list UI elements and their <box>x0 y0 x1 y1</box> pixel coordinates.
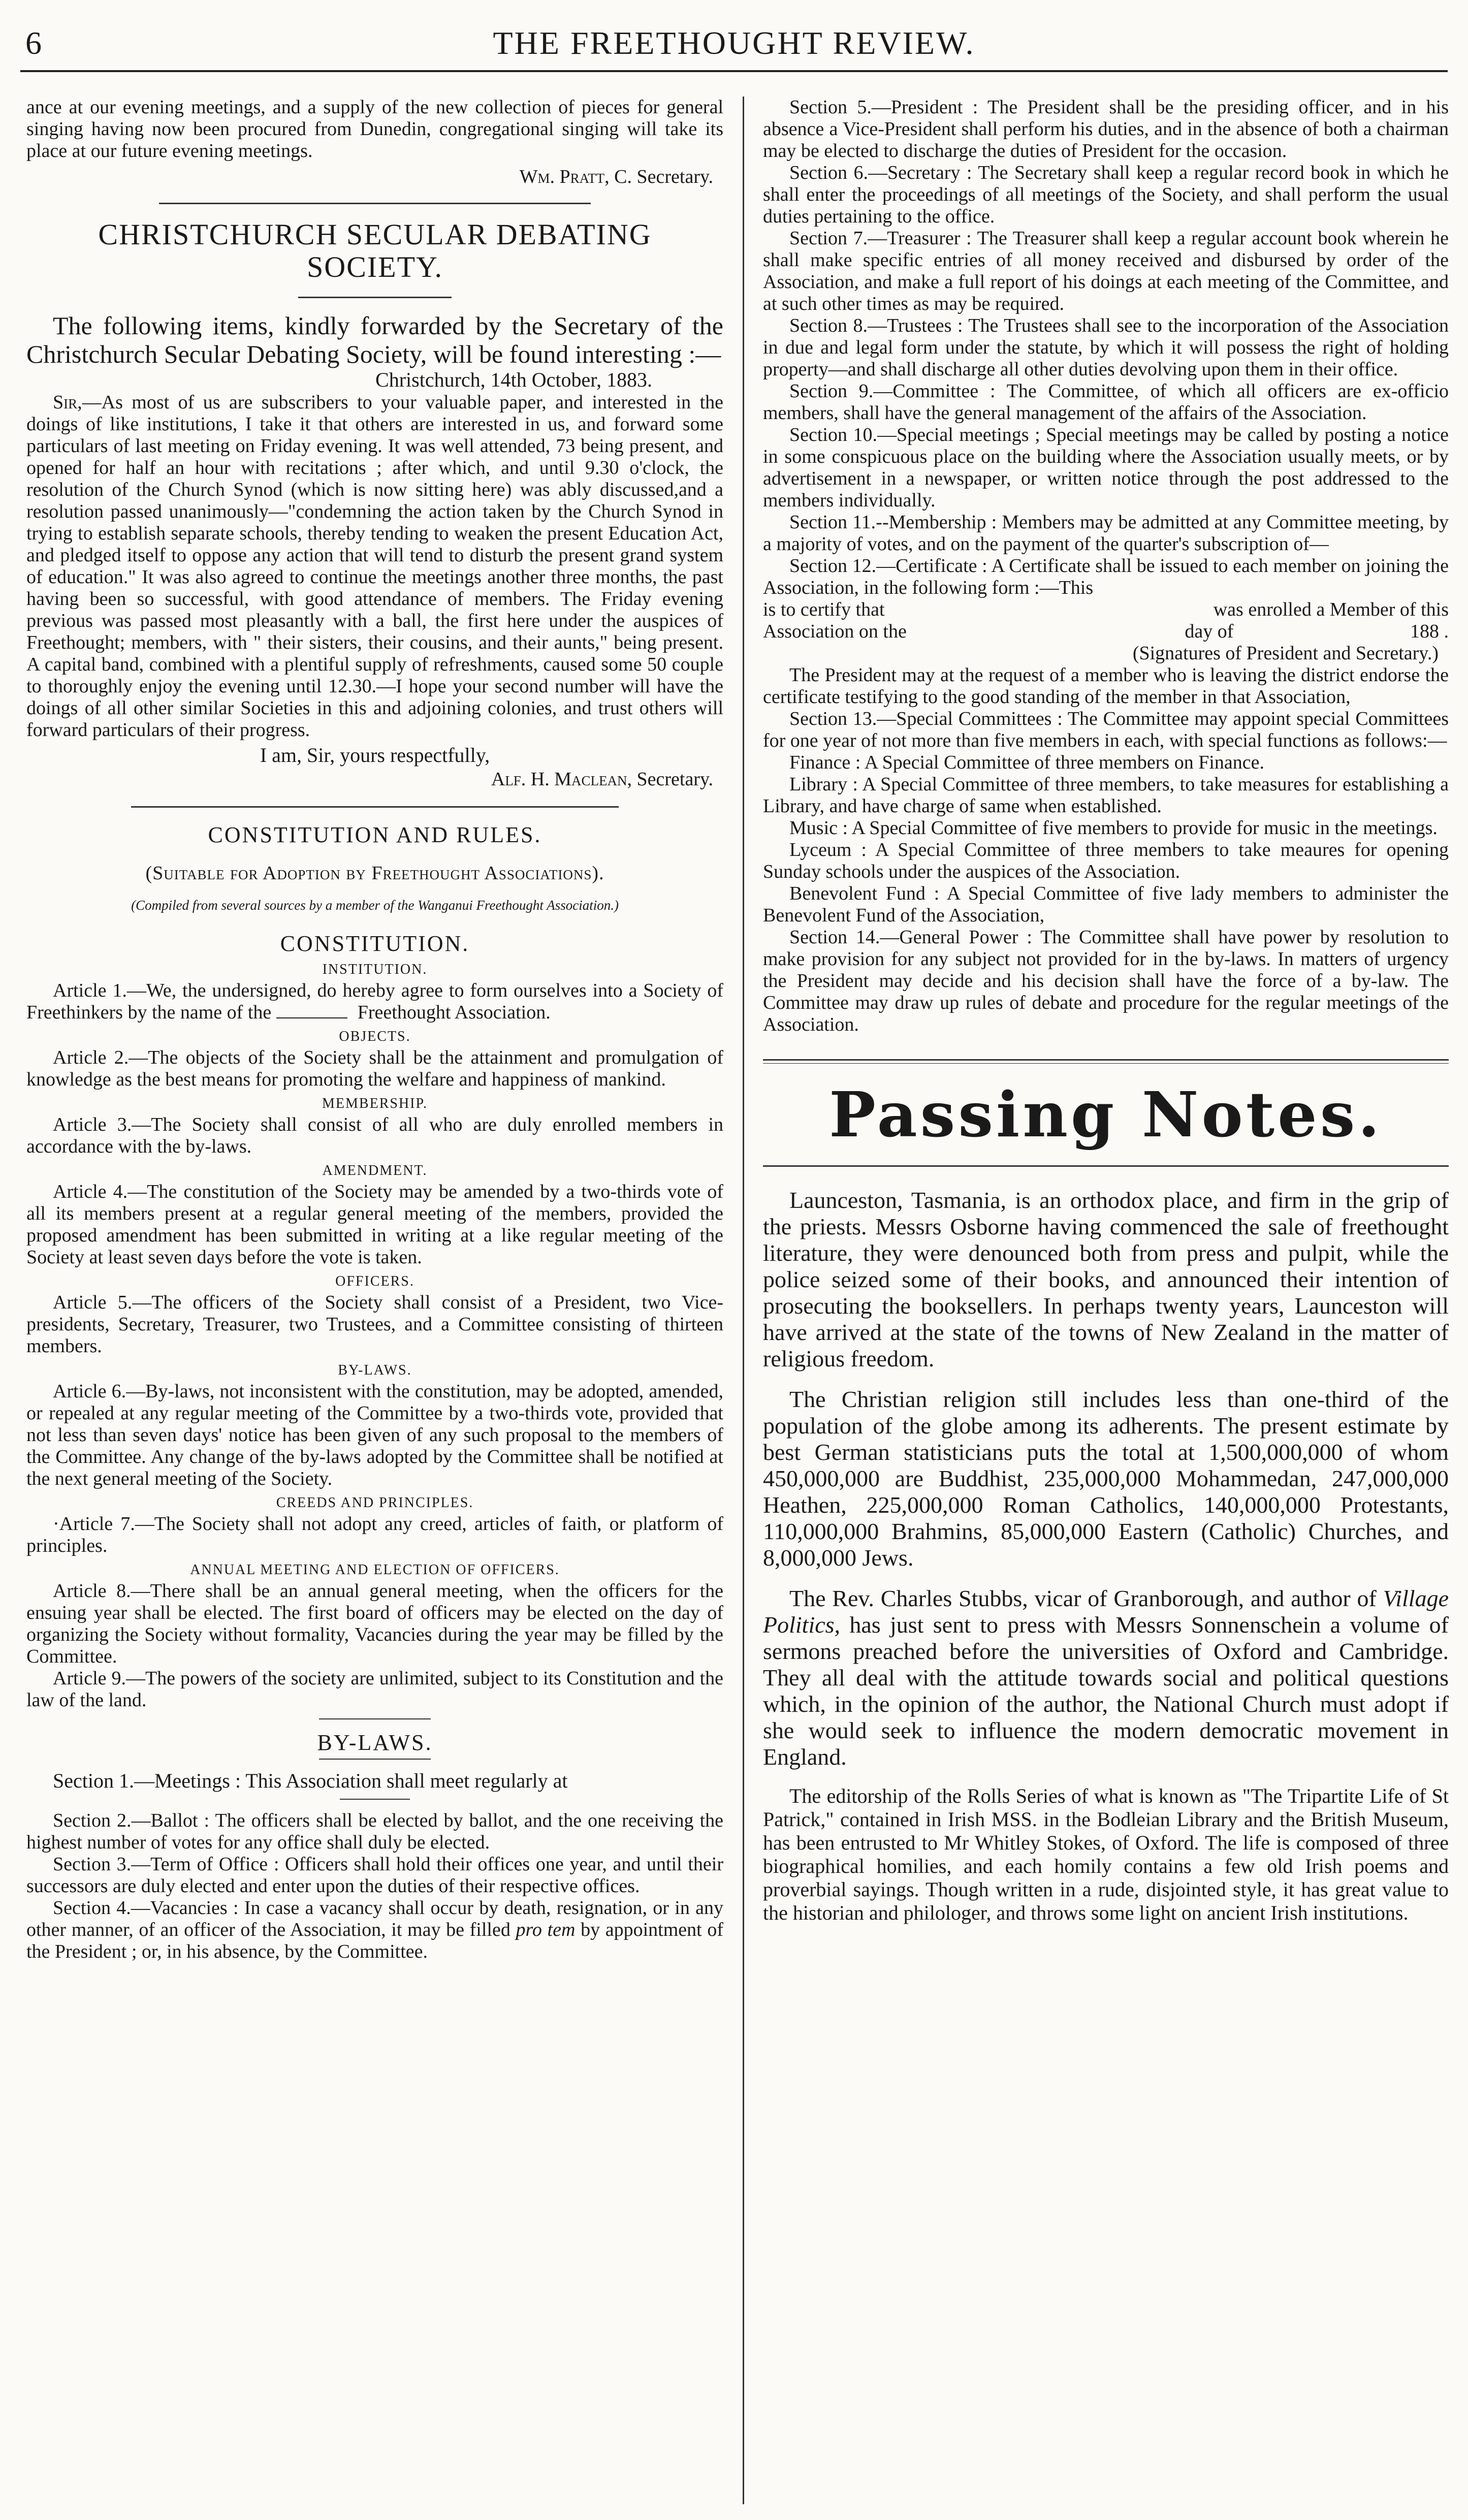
article-8: Article 8.—There shall be an annual general meeting, when the officers for the ensuing year shall be elected. The first board of officers may be elected on the day of organizing the Society without formality, Vacancies during the year may be filled by the Committee. <box>26 1580 723 1667</box>
institution-heading: INSTITUTION. <box>322 962 428 977</box>
debating-intro: The following items, kindly forwarded by the Secretary of the Christchurch Secular Debating Society, will be found interesting :— <box>26 311 723 368</box>
note-christian-religion: The Christian religion still includes less than one-third of the population of the globe among its adherents. The present estimate by best German statisticians puts the total at 1,500,000,000 of whom 450,000,000 are Buddhist, 235,000,000 Mohammedan, 247,000,000 Heathen, 225,000,000 Roman Catholics, 140,000,000 Protestants, 110,000,000 Brahmins, 85,000,000 Eastern (Catholic) Churches, and 8,000,000 Jews. <box>763 1386 1449 1571</box>
section-7: Section 7.—Treasurer : The Treasurer shall keep a regular account book wherein he shall make specific entries of all money received and disbursed by order of the Association, and make a full report of his doings at each meeting of the Committee, and at such other times as may be required. <box>763 228 1449 314</box>
section-8: Section 8.—Trustees : The Trustees shall see to the incorporation of the Association in due and legal form under the statute, by which it will possess the right of holding property—and shall discharge all other duties devolving upon them in their office. <box>763 315 1449 380</box>
article-4: Article 4.—The constitution of the Society may be amended by a two-thirds vote of all its members present at a regular general meeting of the members, provided the proposed amendment has been submitted in writing at a like regular meeting of the Society at least seven days before the vote is taken. <box>26 1181 723 1268</box>
name-blank <box>276 1011 347 1018</box>
section-13: Section 13.—Special Committees : The Committee may appoint special Committees for one year of not more than five members in each, with special functions as follows:— <box>763 708 1449 751</box>
section-6: Section 6.—Secretary : The Secretary shall keep a regular record book in which he shall enter the proceedings of all meetings of the Society, and shall perform the usual duties pertaining to the office. <box>763 162 1449 227</box>
article-6: Article 6.—By-laws, not inconsistent with the constitution, may be adopted, amended, or repealed at any regular meeting of the Committee by a two-thirds vote, provided that not less than seven days' notice has been given of any such proposal to the members of the Committee. Any change of the by-laws adopted by the Committee shall be notified at the next general meeting of the Society. <box>26 1381 723 1489</box>
amendment-heading: AMENDMENT. <box>322 1163 428 1178</box>
compiled-note: (Compiled from several sources by a member of the Wanganui Freethought Association.) <box>131 898 619 913</box>
article-2: Article 2.—The objects of the Society shall be the attainment and promulgation of knowledge as the best means for promoting the welfare and happiness of mankind. <box>26 1047 723 1090</box>
president-request: The President may at the request of a member who is leaving the district endorse the certificate testifying to the good standing of the member in that Association, <box>763 664 1449 708</box>
note-stubbs <box>763 1585 1449 1770</box>
cert-text-b: was enrolled a Member of this <box>1213 599 1449 620</box>
letter-salutation: Sir, <box>53 392 82 413</box>
lyceum-committee: Lyceum : A Special Committee of three members to take meaures for opening Sunday schools under the auspices of the Association. <box>763 839 1449 882</box>
article-5: Article 5.—The officers of the Society shall consist of a President, two Vice-presidents, Secretary, Treasurer, two Trustees, and a Committee consisting of thirteen members. <box>26 1292 723 1357</box>
section-12: Section 12.—Certificate : A Certificate shall be issued to each member on joining the Association, in the following form :—This <box>763 555 1449 598</box>
letter-body <box>26 392 723 741</box>
section-14: Section 14.—General Power : The Committee shall have power by resolution to make provision for any subject not provided for in the by-laws. In matters of urgency the President may decide and his decision shall have the force of a by-law. The Committee may draw up rules of debate and procedure for the regular meetings of the Association. <box>763 927 1449 1035</box>
bylaws-heading-small: BY-LAWS. <box>338 1362 412 1378</box>
bylaws-heading: BY-LAWS. <box>317 1730 433 1755</box>
pratt-name: Wm. Pratt <box>519 166 605 187</box>
left-column <box>26 97 723 2504</box>
passing-notes-rule <box>763 1059 1449 1064</box>
music-committee: Music : A Special Committee of five members to provide for music in the meetings. <box>789 817 1438 839</box>
note-launceston: Launceston, Tasmania, is an orthodox place, and firm in the grip of the priests. Messrs Osborne having commenced the sale of freethought literature, they were denounced both from press and pulpit, while the police seized some of their books, and announced their intention of prosecuting the booksellers. In perhaps twenty years, Launceston will have arrived at the state of the towns of New Zealand in the matter of religious freedom. <box>763 1187 1449 1371</box>
section-3: Section 3.—Term of Office : Officers shall hold their offices one year, and until their successors are duly elected and enter upon the duties of their respective offices. <box>26 1854 723 1897</box>
article-1 <box>26 980 723 1024</box>
library-committee: Library : A Special Committee of three members, to take measures for establishing a Library, and have charge of same when established. <box>763 774 1449 817</box>
section-rule <box>131 806 619 808</box>
title-rule <box>298 297 452 298</box>
maclean-signature <box>26 768 723 791</box>
cert-text-e: 188 . <box>1410 621 1449 642</box>
section-2: Section 2.—Ballot : The officers shall be elected by ballot, and the one receiving the highest number of votes for any office shall duly be elected. <box>26 1810 723 1853</box>
suitable-note: (Suitable for Adoption by Freethought Associations). <box>145 863 604 884</box>
section-4-text-b: by appointment of the President ; or, in his absence, by the Committee. <box>26 1919 723 1962</box>
passing-notes-title-rule <box>763 1165 1449 1167</box>
pratt-signature <box>26 165 723 188</box>
journal-title: THE FREETHOUGHT REVIEW. <box>493 25 975 61</box>
certificate-form <box>763 599 1449 664</box>
pratt-role: , C. Secretary. <box>604 166 713 187</box>
passing-notes-title: Passing Notes. <box>829 1078 1383 1151</box>
officers-heading: OFFICERS. <box>335 1273 414 1289</box>
finance-committee: Finance : A Special Committee of three members on Finance. <box>789 752 1264 773</box>
section-5: Section 5.—President : The President shall be the presiding officer, and in his absence a Vice-President shall perform his duties, and in the absence of both a chairman may be elected to discharge the duties of President for the occasion. <box>763 97 1449 162</box>
article-3: Article 3.—The Society shall consist of all who are duly enrolled members in accordance with the by-laws. <box>26 1114 723 1157</box>
cert-signatures: (Signatures of President and Secretary.) <box>1132 643 1439 664</box>
section-10: Section 10.—Special meetings ; Special meetings may be called by posting a notice in some conspicuous place on the building where the Association usually meets, or by advertisement in a newspaper, or written notice through the post addressed to the members individually. <box>763 424 1449 511</box>
running-head <box>20 14 1448 72</box>
article-9: Article 9.—The powers of the society are unlimited, subject to its Constitution and the law of the land. <box>26 1668 723 1711</box>
note-stubbs-text-a: The Rev. Charles Stubbs, vicar of Granborough, and author of <box>789 1585 1377 1611</box>
benevolent-committee: Benevolent Fund : A Special Committee of five lady members to administer the Benevolent Fund of the Association, <box>763 883 1449 926</box>
maclean-name: Alf. H. Maclean <box>491 769 627 790</box>
article-1-end: Freethought Association. <box>357 1002 551 1023</box>
article-7: ·Article 7.—The Society shall not adopt any creed, articles of faith, or platform of principles. <box>26 1513 723 1556</box>
page-number: 6 <box>25 25 42 61</box>
column-divider <box>743 97 744 2504</box>
right-column <box>763 97 1449 2504</box>
note-st-patrick: The editorship of the Rolls Series of what is known as "The Tripartite Life of St Patrick," contained in Irish MSS. in the Bodleian Library and the British Museum, has been entrusted to Mr Whitley Stokes, of Oxford. The life is composed of three biographical homilies, and each homily contains a few old Irish poems and proverbial sayings. Though written in a rude, disjointed style, it has great value to the historian and philologer, and throws some light on ancient Irish institutions. <box>763 1784 1449 1924</box>
note-stubbs-italic: Village Politics, <box>763 1585 1449 1638</box>
annual-meeting-heading: ANNUAL MEETING AND ELECTION OF OFFICERS. <box>190 1562 560 1578</box>
letter-closing: I am, Sir, yours respectfully, <box>260 744 490 767</box>
section-9: Section 9.—Committee : The Committee, of which all officers are ex-officio members, shall have the general management of the affairs of the Association. <box>763 380 1449 424</box>
section-1-rule <box>340 1799 409 1800</box>
section-4-text-a: Section 4.—Vacancies : In case a vacancy shall occur by death, resignation, or in any other manner, of an officer of the Association, it may be filled <box>26 1897 723 1940</box>
letter-date: Christchurch, 14th October, 1883. <box>375 368 652 391</box>
section-1: Section 1.—Meetings : This Association shall meet regularly at <box>53 1769 568 1792</box>
cert-text-c: Association on the <box>763 621 907 642</box>
certificate-row-1 <box>763 599 1449 621</box>
letter-text: —As most of us are subscribers to your valuable paper, and interested in the doings of like institutions, I take it that others are interested in us, and forward some particulars of last meeting on Friday evening. It was well attended, 73 being present, and opened for half an hour with recitations ; after which, and until 9.30 o'clock, the resolution of the Church Synod (which is now sitting here) was ably discussed,and a resolution passed unanimously—"condemning the action taken by the Church Synod in trying to establish separate schools, thereby tending to weaken the present Education Act, and pledged itself to oppose any action that will tend to disturb the present grand system of education." It was also agreed to continue the meetings another three months, the past having been so successful, with good attendance of members. The Friday evening previous was passed most pleasantly with a ball, the first here under the auspices of Freethought; members, with " their sisters, their cousins, and their aunts," being present. A capital band, combined with a plentiful supply of refreshments, caused some 50 couple to thoroughly enjoy the evening until 12.30.—I hope your second number will have the doings of all other similar Societies in this and adjoining colonies, and trust others will forward particulars of their progress. <box>26 392 723 741</box>
objects-heading: OBJECTS. <box>339 1029 411 1044</box>
creeds-heading: CREEDS AND PRINCIPLES. <box>276 1495 474 1511</box>
section-4-italic: pro tem <box>516 1919 576 1940</box>
maclean-role: , Secretary. <box>627 769 713 790</box>
cert-text-d: day of <box>1185 621 1234 642</box>
section-11: Section 11.--Membership : Members may be admitted at any Committee meeting, by a majority of votes, and on the payment of the quarter's subscription of— <box>763 512 1449 555</box>
bylaws-rule-below <box>319 1759 431 1760</box>
article-1-text: Article 1.—We, the undersigned, do hereby agree to form ourselves into a Society of Freethinkers by the name of the <box>26 980 723 1023</box>
membership-heading: MEMBERSHIP. <box>322 1096 428 1111</box>
note-stubbs-text-b: has just sent to press with Messrs Sonnenschein a volume of sermons preached before the universities of Oxford and Cambridge. They all deal with the attitude towards social and political questions which, in the opinion of the author, the National Church must adopt if she would seek to influence the modern democratic movement in England. <box>763 1612 1449 1770</box>
section-4 <box>26 1897 723 1963</box>
debating-society-title: CHRISTCHURCH SECULAR DEBATING SOCIETY. <box>98 218 652 283</box>
constitution-heading: CONSTITUTION. <box>280 931 470 956</box>
constitution-rules-title: CONSTITUTION AND RULES. <box>208 822 542 847</box>
certificate-row-2 <box>763 621 1449 643</box>
continuation-paragraph: ance at our evening meetings, and a supply of the new collection of pieces for general singing having now been procured from Dunedin, congregational singing will take its place at our future evening meetings. <box>26 97 723 162</box>
bylaws-rule <box>319 1718 431 1719</box>
cert-text-a: is to certify that <box>763 599 885 620</box>
section-rule <box>159 203 591 204</box>
